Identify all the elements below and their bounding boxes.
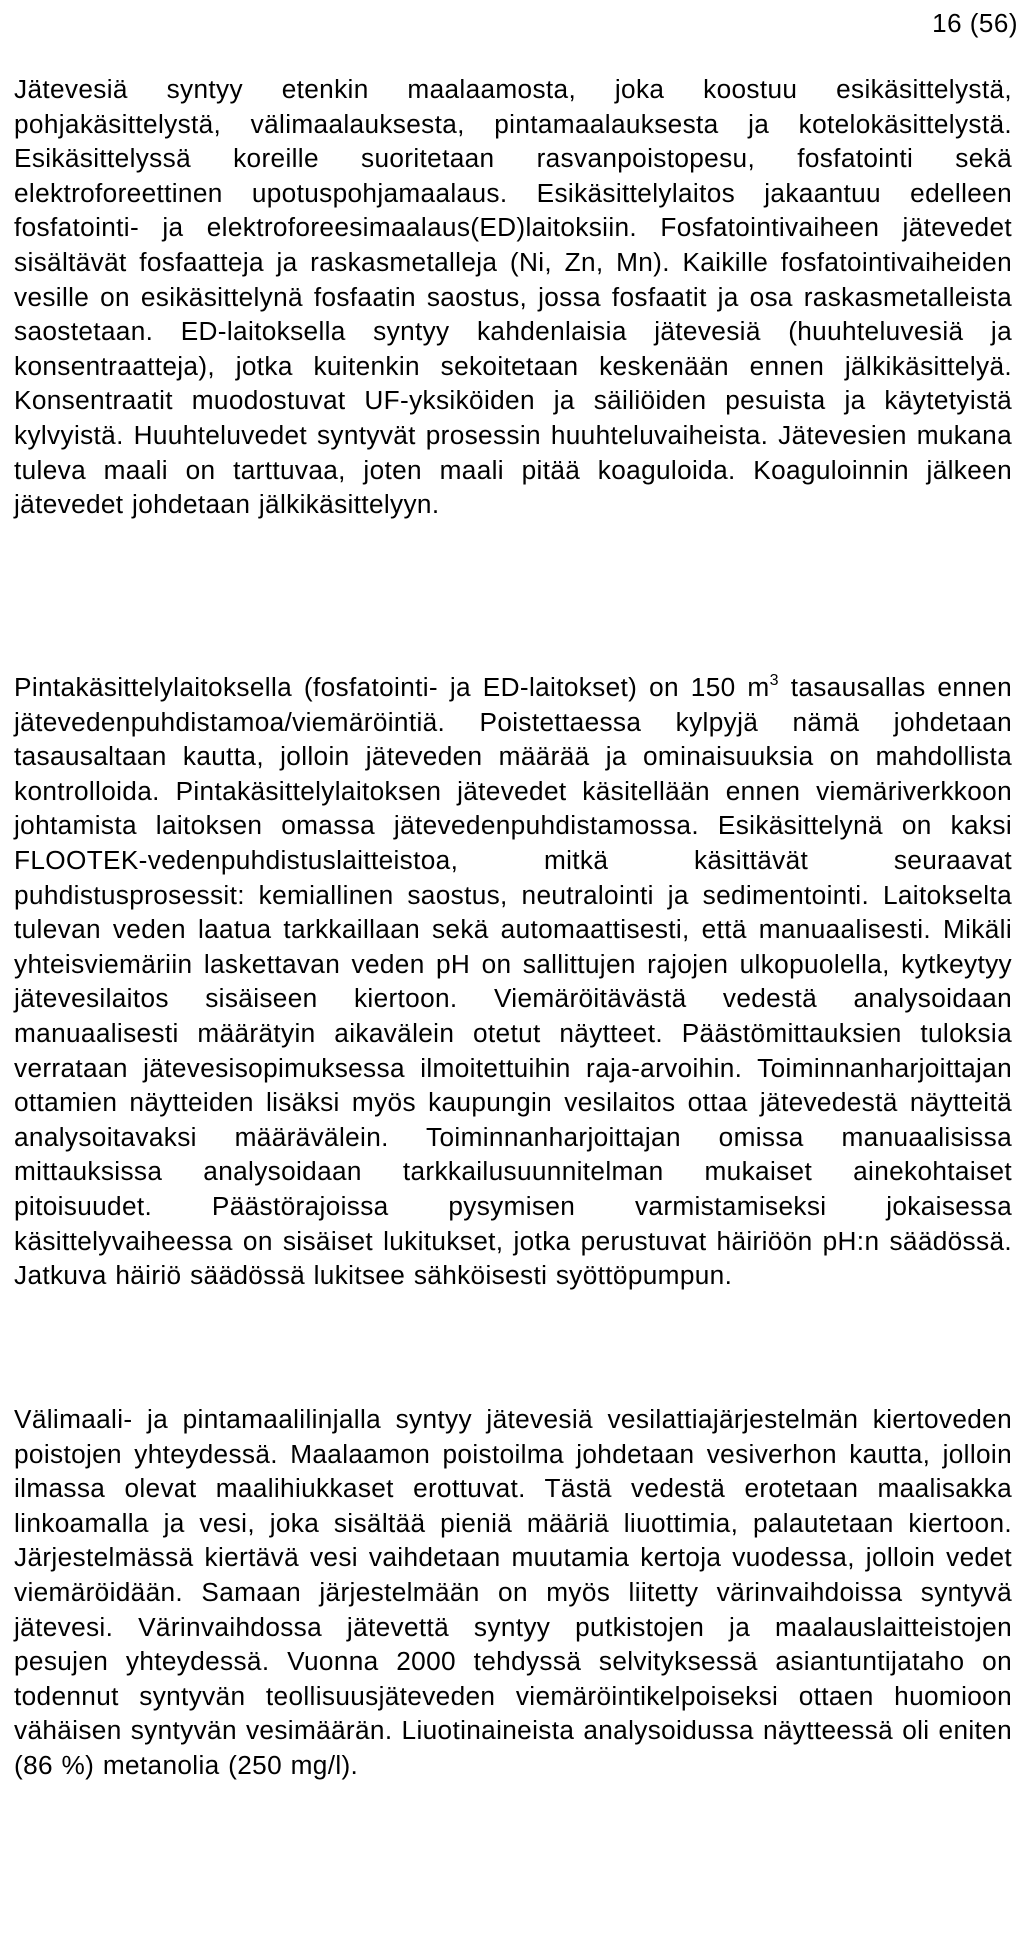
paragraph-text: Pintakäsittelylaitoksella (fosfatointi- ja ED-laitokset) on 150 m	[14, 672, 770, 702]
paragraph-surface-treatment-plant	[14, 670, 1012, 1293]
paragraph-text: tasausallas ennen jätevedenpuhdistamoa/viemäröintiä. Poistettaessa kylpyjä nämä johdetaan tasausaltaan kautta, jolloin jäteveden määrää ja ominaisuuksia on mahdollista kontrolloida. Pintakäsittelylaitoksen jätevedet käsitellään ennen viemäriverkkoon johtamista laitoksen omassa jätevedenpuhdistamossa. Esikäsittelynä on kaksi FLOOTEK-vedenpuhdistuslaitteistoa, mitkä käsittävät seuraavat puhdistusprosessit: kemiallinen saostus, neutralointi ja sedimentointi. Laitokselta tulevan veden laatua tarkkaillaan sekä automaattisesti, että manuaalisesti. Mikäli yhteisviemäriin laskettavan veden pH on sallittujen rajojen ulkopuolella, kytkeytyy jätevesilaitos sisäiseen kiertoon. Viemäröitävästä vedestä analysoidaan manuaalisesti määrätyin aikavälein otetut näytteet. Päästömittauksien tuloksia verrataan jätevesisopimuksessa ilmoitettuihin raja-arvoihin. Toiminnanharjoittajan ottamien näytteiden lisäksi myös kaupungin vesilaitos ottaa jätevedestä näytteitä analysoitavaksi määrävälein. Toiminnanharjoittajan omissa manuaalisissa mittauksissa analysoidaan tarkkailusuunnitelman mukaiset ainekohtaiset pitoisuudet. Päästörajoissa pysymisen varmistamiseksi jokaisessa käsittelyvaiheessa on sisäiset lukitukset, jotka perustuvat häiriöön pH:n säädössä. Jatkuva häiriö säädössä lukitsee sähköisesti syöttöpumpun.	[14, 672, 1012, 1291]
paragraph-wastewater-sources: Jätevesiä syntyy etenkin maalaamosta, joka koostuu esikäsittelystä, pohjakäsittelystä, välimaalauksesta, pintamaalauksesta ja kotelokäsittelystä. Esikäsittelyssä koreille suoritetaan rasvanpoistopesu, fosfatointi sekä elektroforeettinen upotuspohjamaalaus. Esikäsittelylaitos jakaantuu edelleen fosfatointi- ja elektroforeesimaalaus(ED)laitoksiin. Fosfatointivaiheen jätevedet sisältävät fosfaatteja ja raskasmetalleja (Ni, Zn, Mn). Kaikille fosfatointivaiheiden vesille on esikäsittelynä fosfaatin saostus, jossa fosfaatit ja osa raskasmetalleista saostetaan. ED-laitoksella syntyy kahdenlaisia jätevesiä (huuhteluvesiä ja konsentraatteja), jotka kuitenkin sekoitetaan keskenään ennen jälkikäsittelyä. Konsentraatit muodostuvat UF-yksiköiden ja säiliöiden pesuista ja käytetyistä kylvyistä. Huuhteluvedet syntyvät prosessin huuhteluvaiheista. Jätevesien mukana tuleva maali on tarttuvaa, joten maali pitää koaguloida. Koaguloinnin jälkeen jätevedet johdetaan jälkikäsittelyyn.	[14, 74, 1012, 520]
page-number: 16 (56)	[932, 8, 1018, 38]
superscript-exponent: 3	[769, 672, 779, 689]
paragraph-paint-line-wastewater: Välimaali- ja pintamaalilinjalla syntyy jätevesiä vesilattiajärjestelmän kiertoveden poistojen yhteydessä. Maalaamon poistoilma johdetaan vesiverhon kautta, jolloin ilmassa olevat maalihiukkaset erottuvat. Tästä vedestä erotetaan maalisakka linkoamalla ja vesi, joka sisältää pieniä määriä liuottimia, palautetaan kiertoon. Järjestelmässä kiertävä vesi vaihdetaan muutamia kertoja vuodessa, jolloin vedet viemäröidään. Samaan järjestelmään on myös liitetty värinvaihdoissa syntyvä jätevesi. Värinvaihdossa jätevettä syntyy putkistojen ja maalauslaitteistojen pesujen yhteydessä. Vuonna 2000 tehdyssä selvityksessä asiantuntijataho on todennut syntyvän teollisuusjäteveden viemäröintikelpoiseksi ottaen huomioon vähäisen syntyvän vesimäärän. Liuotinaineista analysoidussa näytteessä oli eniten (86 %) metanolia (250 mg/l).	[14, 1404, 1012, 1780]
